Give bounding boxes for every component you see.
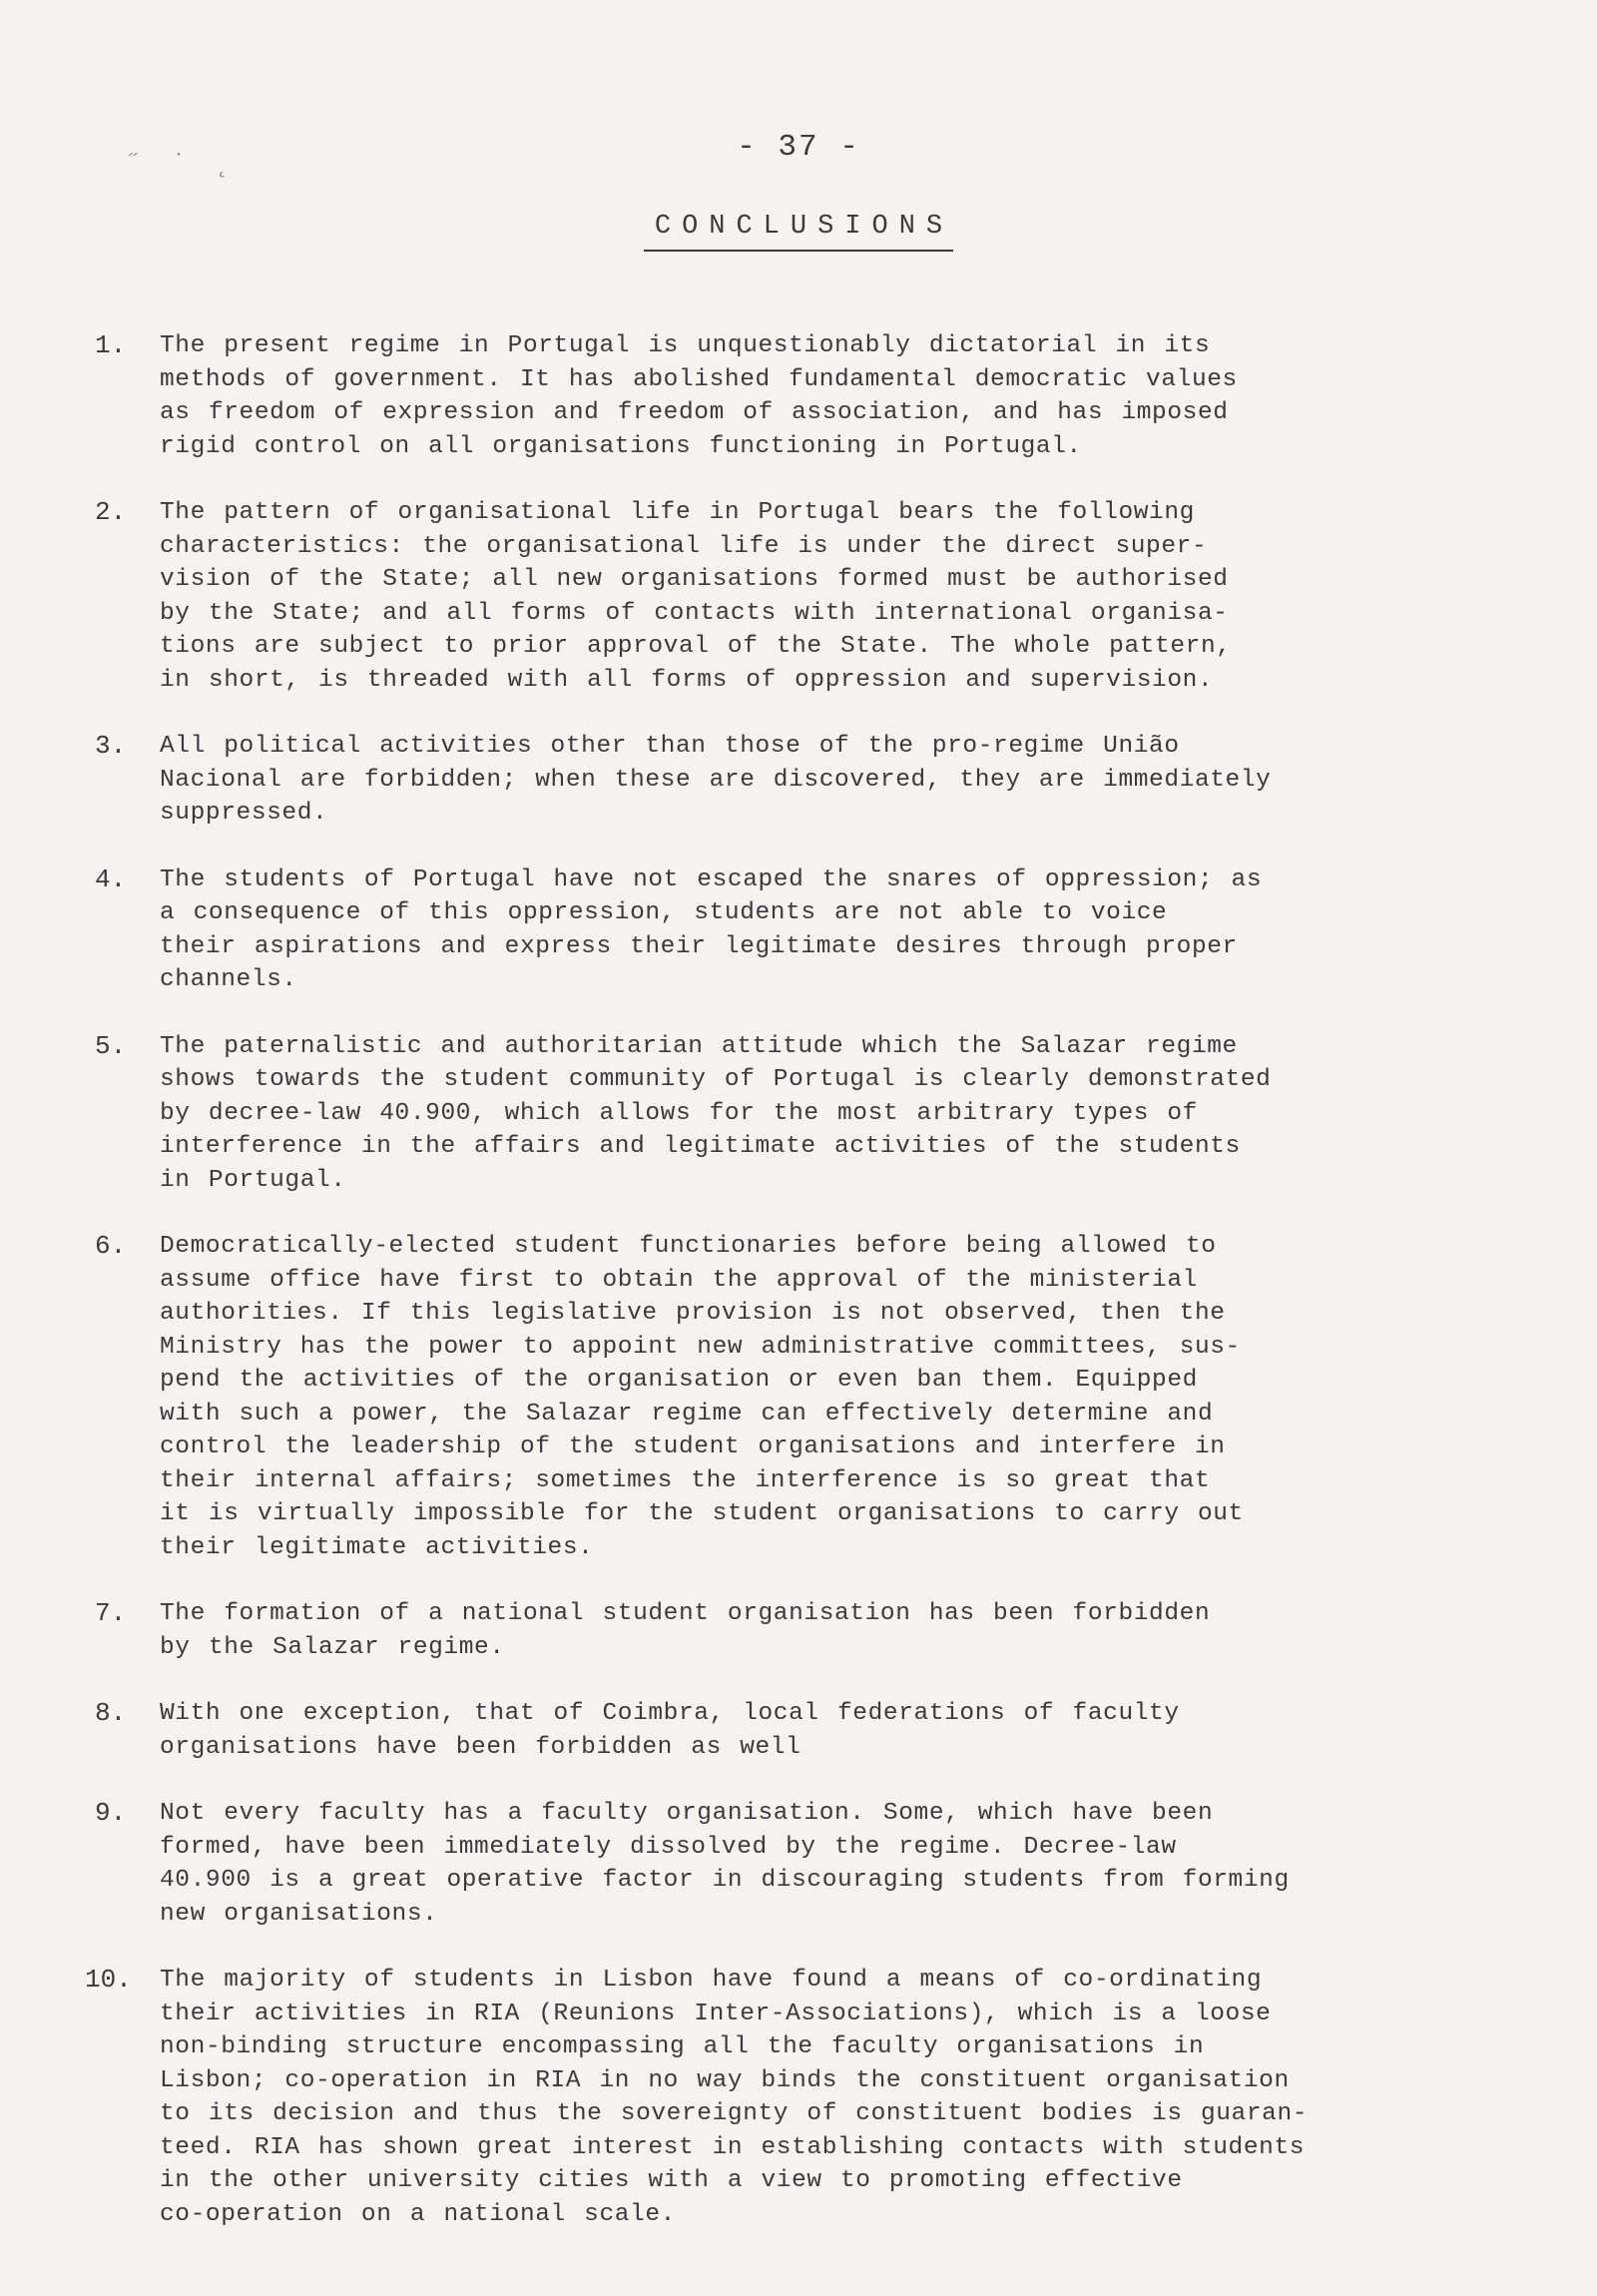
- conclusion-item-4: [95, 863, 1512, 997]
- item-number: 8.: [95, 1698, 127, 1728]
- stray-ink-marks: ˝ ˙ ˛: [128, 150, 237, 180]
- item-text: The formation of a national student organisation has been forbidden by the Salazar regime.: [160, 1600, 1211, 1661]
- conclusion-item-10: [85, 1964, 1512, 2231]
- item-number: 4.: [95, 863, 127, 894]
- conclusion-item-6: [95, 1230, 1512, 1564]
- conclusion-item-9: [95, 1797, 1512, 1931]
- item-text: The paternalistic and authoritarian attitude which the Salazar regime shows towards the student community of Portugal is clearly demonstrated by decree-law 40.900, which allows for the most arbitrary types of interference in the affairs and legitimate activities of the students in Portugal.: [160, 1032, 1272, 1194]
- item-text: All political activities other than those of the pro-regime União Nacional are forbidden; when these are discovered, they are immediately suppressed.: [160, 733, 1272, 827]
- item-number: 6.: [95, 1231, 127, 1261]
- item-text: Democratically-elected student functionaries before being allowed to assume office have first to obtain the approval of the ministerial authorities. If this legislative provision is not observed, then the Ministry has the power to appoint new administrative committees, sus- pend the activities of the organisation or even ban them. Equipped with such a power, the Salazar regime can effectively determine and control the leadership of the student organisations and interfere in their internal affairs; sometimes the interference is so great that it is virtually impossible for the student organisations to carry out their legitimate activities.: [160, 1233, 1244, 1561]
- item-text: With one exception, that of Coimbra, local federations of faculty organisations have been forbidden as well: [160, 1700, 1180, 1761]
- conclusion-item-5: [95, 1030, 1512, 1198]
- conclusion-item-7: [95, 1597, 1512, 1664]
- item-text: The majority of students in Lisbon have found a means of co-ordinating their activities in RIA (Reunions Inter-Associations), which is a loose non-binding structure encompassing all the faculty organisations in Lisbon; co-operation in RIA in no way binds the constituent organisation to its decision and thus the sovereignty of constituent bodies is guaran- teed. RIA has shown great interest in establishing contacts with students in the other university cities with a view to promoting effective co-operation on a national scale.: [160, 1967, 1309, 2228]
- item-text: Not every faculty has a faculty organisation. Some, which have been formed, have been immediately dissolved by the regime. Decree-law 40.900 is a great operative factor in discouraging students from forming new organisations.: [160, 1800, 1290, 1928]
- item-number: 9.: [95, 1798, 127, 1828]
- conclusion-item-2: [95, 496, 1512, 697]
- section-title-text: CONCLUSIONS: [644, 212, 953, 252]
- item-number: 1.: [95, 330, 127, 360]
- page-number: - 37 -: [737, 130, 860, 165]
- item-number: 3.: [95, 731, 127, 761]
- item-number: 7.: [95, 1598, 127, 1628]
- item-text: The students of Portugal have not escaped the snares of oppression; as a consequence of this oppression, students are not able to voice their aspirations and express their legitimate desires through proper channels.: [160, 865, 1263, 993]
- item-number: 10.: [85, 1965, 132, 1995]
- section-title: [0, 212, 1597, 252]
- item-number: 2.: [95, 497, 127, 527]
- item-text: The pattern of organisational life in Portugal bears the following characteristics: the organisational life is under the direct super- vision of the State; all new organisations formed must be authorised by the State; and all forms of contacts with international organisa- tions are subject to prior approval of the State. The whole pattern, in short, is threaded with all forms of oppression and supervision.: [160, 499, 1232, 694]
- conclusions-list: [85, 329, 1512, 2264]
- conclusion-item-1: [95, 329, 1512, 463]
- item-text: The present regime in Portugal is unquestionably dictatorial in its methods of government. It has abolished fundamental democratic values as freedom of expression and freedom of association, and has imposed rigid control on all organisations functioning in Portugal.: [160, 332, 1238, 460]
- conclusion-item-8: [95, 1697, 1512, 1764]
- item-number: 5.: [95, 1030, 127, 1061]
- conclusion-item-3: [95, 730, 1512, 831]
